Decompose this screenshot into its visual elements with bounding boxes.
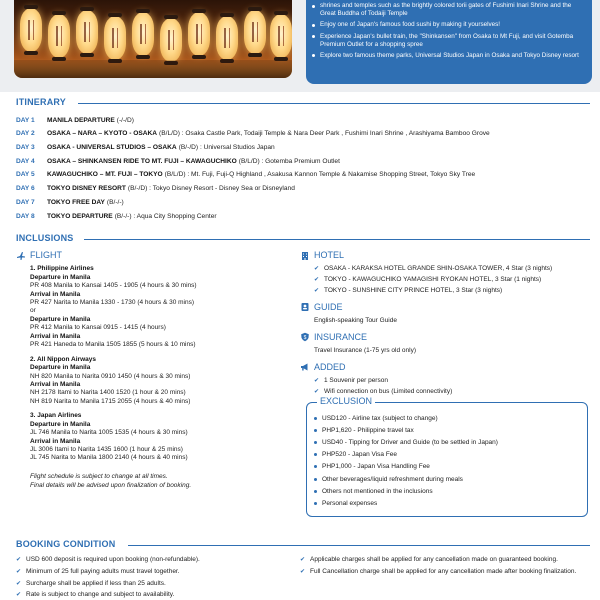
itinerary-row [16, 196, 596, 210]
booking-item: ✔ Surcharge shall be applied if less than 25 adults. [16, 580, 286, 589]
flight-line: Arrival in Manila [30, 437, 81, 445]
insurance-section [300, 332, 590, 356]
day-label: DAY 4 [16, 157, 35, 165]
svg-text:$: $ [303, 335, 307, 342]
building-icon [300, 251, 310, 261]
flight-line: Arrival in Manila [30, 380, 81, 388]
day-title: TOKYO FREE DAY [47, 198, 105, 206]
lantern-image [270, 14, 292, 58]
booking-list [300, 556, 590, 577]
lantern-image [20, 8, 42, 52]
booking-item: ✔ USD 600 deposit is required upon booking (non-refundable). [16, 556, 286, 565]
itinerary-row [16, 155, 596, 169]
highlights-panel [306, 0, 592, 84]
flight-line: PR 427 Narita to Manila 1330 - 1730 (4 hours & 30 mins) [30, 299, 195, 306]
exclusion-item: Other beverages/liquid refreshment during meals [313, 476, 581, 484]
itinerary-row [16, 128, 596, 142]
shield-icon [300, 332, 310, 342]
highlight-item: shrines and temples such as the brightly colored torii gates of Fushimi Inari Shrine and the Great Buddha of Todaiji Temple [312, 2, 584, 18]
day-label: DAY 7 [16, 198, 35, 206]
flight-line: Departure in Manila [30, 364, 91, 372]
hotel-section [300, 250, 590, 296]
day-title: OSAKA - UNIVERSAL STUDIOS – OSAKA [47, 144, 177, 152]
day-title: TOKYO DEPARTURE [47, 212, 113, 220]
lantern-image [244, 10, 266, 54]
booking-item: ✔ Applicable charges shall be applied for any cancellation made on guaranteed booking. [300, 556, 590, 565]
day-desc: (-/-/D) [116, 116, 134, 124]
insurance-text: Travel Insurance (1-75 yrs old only) [314, 346, 416, 354]
day-title: KAWAGUCHIKO – MT. FUJI – TOKYO [47, 171, 163, 179]
flight-line: NH 820 Manila to Narita 0910 1450 (4 hours & 30 mins) [30, 372, 191, 380]
exclusion-item: PHP1,620 - Philippine travel tax [313, 427, 581, 435]
id-badge-icon [300, 302, 310, 312]
photo-floor [14, 60, 292, 78]
flight-line: NH 2178 Itami to Narita 1400 1520 (1 hour & 20 mins) [30, 389, 186, 397]
megaphone-icon [300, 362, 310, 372]
guide-header [300, 302, 590, 313]
itinerary-row [16, 114, 596, 128]
itinerary-divider [78, 103, 590, 104]
day-label: DAY 3 [16, 144, 35, 152]
booking-divider [128, 545, 590, 546]
guide-label: GUIDE [314, 301, 343, 312]
lantern-image [160, 18, 182, 62]
added-list [314, 377, 590, 397]
day-desc: (B/L/D) : Gotemba Premium Outlet [238, 157, 340, 165]
booking-item: ✔ Full Cancellation charge shall be applied for any cancellation made after booking finalization. [300, 568, 590, 577]
flight-line: PR 421 Haneda to Manila 1505 1855 (5 hours & 10 mins) [30, 341, 196, 349]
lanterns-photo [14, 0, 292, 78]
itinerary-row [16, 169, 596, 183]
insurance-header [300, 332, 590, 343]
day-label: DAY 6 [16, 185, 35, 193]
exclusion-item: PHP520 - Japan Visa Fee [313, 451, 581, 459]
flight-line: Departure in Manila [30, 273, 91, 281]
flight-line: Departure in Manila [30, 420, 91, 428]
lantern-image [76, 10, 98, 54]
hotel-item: ✔ OSAKA - KARAKSA HOTEL GRANDE SHIN-OSAKA TOWER, 4 Star (3 nights) [314, 265, 590, 274]
flight-line: PR 412 Manila to Kansai 0915 - 1415 (4 hours) [30, 324, 166, 332]
highlight-item: Experience Japan's bullet train, the "Shinkansen" from Osaka to Mt Fuji, and visit Gotemba Premium Outlet for a shopping spree [312, 33, 584, 49]
inclusions-divider [84, 239, 590, 240]
highlights-list [306, 0, 592, 60]
day-desc: (B/L/D) : Osaka Castle Park, Todaiji Temple & Nara Deer Park , Fushimi Inari Shrine , Arashiyama Bamboo Grove [159, 130, 490, 138]
lantern-image [216, 16, 238, 60]
day-desc: (B/L/D) : Mt. Fuji, Fuji-Q Highland , Asakusa Kannon Temple & Nakamise Shopping Street, Tokyo Sky Tree [164, 171, 476, 179]
day-desc: (B/-/D) : Universal Studios Japan [178, 144, 275, 152]
day-title: OSAKA – SHINKANSEN RIDE TO MT. FUJI – KAWAGUCHIKO [47, 157, 237, 165]
day-desc: (B/-/-) [106, 198, 124, 206]
airplane-icon [16, 251, 26, 261]
flight-line: PR 408 Manila to Kansai 1405 - 1905 (4 hours & 30 mins) [30, 282, 197, 290]
booking-item: ✔ Minimum of 25 full paying adults must travel together. [16, 568, 286, 577]
flight-line: 2. All Nippon Airways [30, 355, 96, 363]
flight-label: FLIGHT [30, 250, 63, 260]
hotel-list [314, 265, 590, 295]
guide-section [300, 302, 590, 326]
hotel-item: ✔ TOKYO - KAWAGUCHIKO YAMAGISHI RYOKAN HOTEL, 3 Star (1 nights) [314, 276, 590, 285]
flight-line: 3. Japan Airlines [30, 412, 82, 420]
added-label: ADDED [314, 361, 346, 372]
flight-note-line: Flight schedule is subject to change at all times. [30, 472, 168, 480]
itinerary-row [16, 182, 596, 196]
added-header [300, 362, 590, 373]
flight-line: NH 819 Narita to Manila 1715 2055 (4 hours & 40 mins) [30, 397, 191, 405]
hotel-item: ✔ TOKYO - SUNSHINE CITY PRINCE HOTEL, 3 Star (3 nights) [314, 287, 590, 296]
highlight-item: Explore two famous theme parks, Universal Studios Japan in Osaka and Tokyo Disney resort [312, 52, 584, 60]
flight-note-line: Final details will be advised upon finalization of booking. [30, 481, 192, 489]
hotel-label: HOTEL [314, 250, 345, 260]
day-desc: (B/-/-) : Aqua City Shopping Center [114, 212, 217, 220]
flight-line: Arrival in Manila [30, 332, 81, 340]
itinerary-list [16, 114, 596, 224]
lantern-image [48, 14, 70, 58]
added-section [300, 362, 590, 397]
day-desc: (B/-/D) : Tokyo Disney Resort - Disney Sea or Disneyland [127, 185, 295, 193]
flight-line: JL 745 Narita to Manila 1800 2140 (4 hours & 40 mins) [30, 454, 188, 462]
day-title: OSAKA – NARA – KYOTO - OSAKA [47, 130, 158, 138]
flight-header [16, 250, 286, 261]
exclusion-item: USD40 - Tipping for Driver and Guide (to be settled in Japan) [313, 439, 581, 447]
day-title: MANILA DEPARTURE [47, 116, 115, 124]
flight-line: 1. Philippine Airlines [30, 265, 94, 273]
booking-heading: BOOKING CONDITION [16, 539, 116, 549]
hotel-header [300, 250, 590, 261]
exclusion-item: Personal expenses [313, 500, 581, 508]
flight-line: Arrival in Manila [30, 290, 81, 298]
flight-line: JL 746 Manila to Narita 1005 1535 (4 hours & 30 mins) [30, 429, 188, 437]
guide-text: English-speaking Tour Guide [314, 316, 397, 324]
booking-left-column [16, 556, 286, 600]
exclusion-item: PHP1,000 - Japan Visa Handling Fee [313, 463, 581, 471]
booking-item: ✔ Rate is subject to change and subject to availability. [16, 591, 286, 600]
day-label: DAY 5 [16, 171, 35, 179]
exclusion-box [306, 396, 588, 516]
inclusions-heading: INCLUSIONS [16, 233, 74, 243]
added-item: ✔ Wifi connection on bus (Limited connectivity) [314, 388, 590, 397]
flight-line: Departure in Manila [30, 315, 91, 323]
lantern-image [132, 12, 154, 56]
itinerary-row [16, 141, 596, 155]
exclusion-label: EXCLUSION [317, 396, 375, 407]
exclusion-item: USD120 - Airline tax (subject to change) [313, 415, 581, 423]
flight-column [16, 250, 286, 490]
day-label: DAY 1 [16, 116, 35, 124]
flight-schedule [30, 265, 286, 463]
booking-list [16, 556, 286, 600]
lantern-image [188, 12, 210, 56]
day-title: TOKYO DISNEY RESORT [47, 185, 126, 193]
flight-note [30, 473, 286, 491]
exclusion-list [313, 415, 581, 508]
itinerary-row [16, 210, 596, 224]
flight-line: JL 3006 Itami to Narita 1435 1600 (1 hour & 25 mins) [30, 446, 183, 453]
itinerary-heading: ITINERARY [16, 97, 66, 107]
lantern-image [104, 16, 126, 60]
flight-line: or [30, 307, 36, 315]
inclusions-right-column [300, 250, 590, 517]
day-label: DAY 8 [16, 212, 35, 220]
booking-right-column [300, 556, 590, 580]
day-label: DAY 2 [16, 130, 35, 138]
highlight-item: Enjoy one of Japan's famous food sushi by making it yourselves! [312, 21, 584, 29]
added-item: ✔ 1 Souvenir per person [314, 377, 590, 386]
insurance-label: INSURANCE [314, 331, 368, 342]
exclusion-item: Others not mentioned in the inclusions [313, 488, 581, 496]
